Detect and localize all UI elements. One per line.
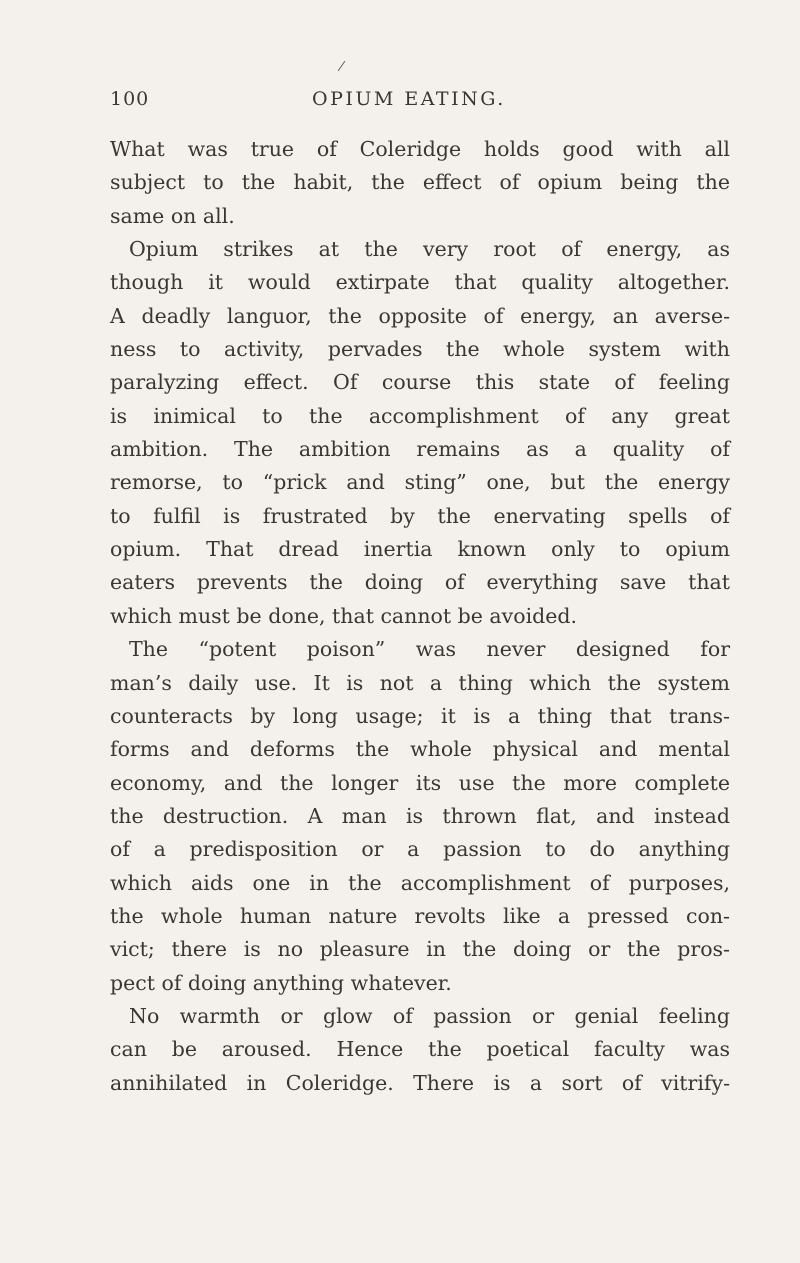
text-line: subject to the habit, the effect of opium being the [110, 170, 730, 195]
text-line: man’s daily use. It is not a thing which the system [110, 670, 730, 695]
text-line: which must be done, that cannot be avoided. [110, 603, 578, 628]
text-line: though it would extirpate that quality altogether. [110, 270, 730, 295]
text-line: to fulfil is frustrated by the enervating spells of [110, 503, 730, 528]
text-line: What was true of Coleridge holds good with all [110, 137, 730, 161]
text-line: counteracts by long usage; it is a thing that trans- [110, 703, 730, 728]
text-line: ambition. The ambition remains as a quality of [110, 437, 730, 462]
text-line: remorse, to “prick and sting” one, but the energy [110, 470, 730, 495]
text-line: A deadly languor, the opposite of energy, an averse- [110, 303, 730, 328]
stray-mark [338, 61, 346, 71]
text-line: No warmth or glow of passion or genial feeling [129, 1003, 730, 1028]
text-line: is inimical to the accomplishment of any great [110, 403, 730, 428]
text-line: opium. That dread inertia known only to opium [110, 537, 730, 562]
text-line: the whole human nature revolts like a pressed con- [110, 903, 730, 928]
text-line: Opium strikes at the very root of energy, as [129, 237, 730, 262]
text-line: annihilated in Coleridge. There is a sort of vitrify- [110, 1070, 730, 1095]
running-header [110, 88, 730, 118]
text-line: forms and deforms the whole physical and mental [110, 737, 730, 762]
text-line: the destruction. A man is thrown flat, and instead [110, 803, 730, 828]
text-line: same on all. [110, 203, 235, 228]
text-line: The “potent poison” was never designed for [129, 637, 730, 662]
text-line: eaters prevents the doing of everything save that [110, 570, 730, 595]
running-title: OPIUM EATING. [312, 88, 506, 110]
text-line: ness to activity, pervades the whole system with [110, 337, 730, 362]
text-line: can be aroused. Hence the poetical faculty was [110, 1037, 730, 1062]
body-text [110, 133, 730, 1100]
page-number: 100 [110, 88, 150, 110]
text-line: economy, and the longer its use the more complete [110, 770, 730, 795]
text-line: vict; there is no pleasure in the doing or the pros- [110, 937, 730, 962]
text-line: of a predisposition or a passion to do anything [110, 837, 730, 862]
text-line: pect of doing anything whatever. [110, 970, 452, 995]
text-line: paralyzing effect. Of course this state of feeling [110, 370, 730, 395]
text-line: which aids one in the accomplishment of purposes, [110, 870, 730, 895]
